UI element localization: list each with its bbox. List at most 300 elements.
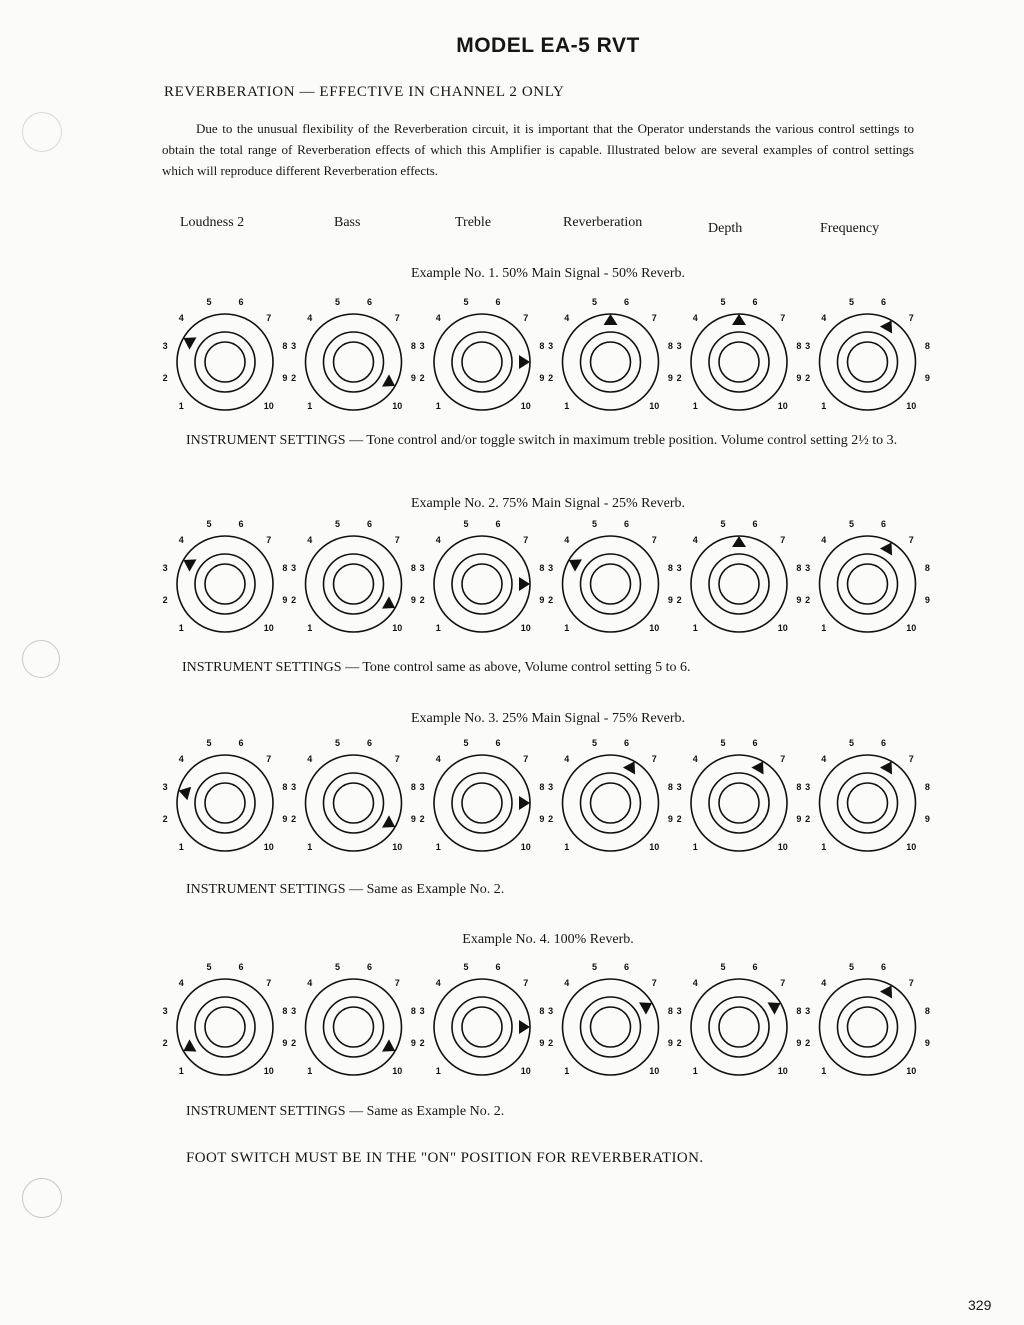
dial-number: 7: [266, 754, 272, 765]
dial-number: 7: [780, 535, 786, 546]
knob-inner-ring: [591, 783, 631, 823]
knob-inner-ring: [848, 1007, 888, 1047]
knob-pointer: [880, 320, 892, 333]
dial-number: 4: [307, 754, 313, 765]
control-knob: [420, 519, 545, 633]
control-knob: [548, 519, 673, 633]
dial-number: 9: [796, 595, 802, 605]
dial-number: 4: [435, 978, 441, 989]
control-knob: [291, 962, 416, 1076]
dial-number: 3: [548, 1006, 554, 1016]
page-number: 329: [968, 1297, 992, 1313]
dial-number: 6: [238, 297, 244, 308]
dial-number: 2: [419, 595, 425, 605]
knob-middle-ring: [452, 773, 512, 833]
dial-number: 8: [410, 341, 416, 351]
dial-number: 4: [821, 978, 827, 989]
control-knob: [548, 297, 673, 411]
dial-number: 7: [908, 754, 914, 765]
dial-number: 3: [162, 341, 168, 351]
knob-row: [160, 514, 940, 654]
dial-number: 4: [435, 535, 441, 546]
control-knob: [805, 297, 930, 411]
control-knob: [548, 962, 673, 1076]
page-title: MODEL EA-5 RVT: [456, 34, 640, 57]
dial-number: 3: [676, 1006, 682, 1016]
knob-middle-ring: [452, 554, 512, 614]
knob-pointer: [179, 787, 192, 801]
dial-number: 6: [366, 297, 373, 308]
dial-number: 10: [392, 400, 403, 411]
dial-number: 4: [692, 313, 698, 324]
dial-number: 5: [463, 738, 469, 749]
control-knob: [163, 962, 288, 1076]
dial-number: 6: [495, 738, 501, 749]
knob-middle-ring: [195, 773, 255, 833]
control-knob: [548, 738, 673, 852]
dial-number: 2: [291, 1038, 297, 1048]
dial-number: 8: [924, 341, 930, 351]
dial-number: 1: [178, 1065, 184, 1076]
knob-outer-ring: [306, 979, 402, 1075]
control-knob: [163, 738, 288, 852]
control-knob: [420, 297, 545, 411]
dial-number: 4: [692, 754, 698, 765]
knob-pointer: [768, 1002, 781, 1014]
knob-pointer: [183, 337, 196, 349]
dial-number: 4: [692, 978, 698, 989]
dial-number: 4: [307, 313, 313, 324]
knob-outer-ring: [177, 536, 273, 632]
knob-pointer: [623, 761, 635, 774]
dial-number: 4: [178, 978, 184, 989]
knob-inner-ring: [205, 1007, 245, 1047]
dial-number: 10: [906, 841, 917, 852]
dial-number: 5: [334, 738, 341, 749]
dial-number: 1: [307, 400, 313, 411]
dial-number: 2: [805, 814, 811, 824]
dial-number: 2: [548, 1038, 554, 1048]
dial-number: 10: [263, 1065, 274, 1076]
knob-pointer: [183, 1039, 196, 1051]
dial-number: 10: [649, 841, 660, 852]
dial-number: 3: [291, 341, 297, 351]
knob-inner-ring: [719, 564, 759, 604]
dial-number: 5: [206, 962, 212, 973]
knob-inner-ring: [719, 1007, 759, 1047]
control-knob: [163, 519, 288, 633]
dial-number: 1: [821, 841, 827, 852]
dial-number: 4: [564, 535, 570, 546]
dial-number: 8: [539, 563, 545, 573]
dial-number: 2: [676, 595, 682, 605]
control-label-depth: Depth: [708, 221, 743, 236]
dial-number: 7: [908, 535, 914, 546]
dial-number: 9: [410, 595, 416, 605]
foot-switch-note: FOOT SWITCH MUST BE IN THE "ON" POSITION FOR REVERBERATION.: [186, 1150, 704, 1166]
control-label-treble: Treble: [455, 215, 492, 230]
control-knob: [291, 297, 416, 411]
dial-number: 10: [777, 622, 788, 633]
dial-number: 7: [523, 313, 529, 324]
knob-outer-ring: [306, 536, 402, 632]
dial-number: 1: [307, 1065, 313, 1076]
example-title: Example No. 1. 50% Main Signal - 50% Reverb.: [410, 266, 686, 281]
dial-number: 2: [162, 1038, 168, 1048]
dial-number: 7: [394, 978, 400, 989]
dial-number: 7: [780, 313, 786, 324]
knob-inner-ring: [719, 342, 759, 382]
dial-number: 6: [880, 519, 887, 530]
dial-number: 1: [692, 400, 698, 411]
dial-number: 10: [263, 400, 274, 411]
dial-number: 4: [564, 313, 570, 324]
knob-middle-ring: [838, 997, 898, 1057]
dial-number: 1: [435, 622, 441, 633]
knob-outer-ring: [434, 979, 530, 1075]
knob-inner-ring: [334, 1007, 374, 1047]
dial-number: 9: [539, 373, 545, 383]
dial-number: 3: [676, 563, 682, 573]
dial-number: 3: [162, 1006, 168, 1016]
dial-number: 9: [796, 814, 802, 824]
dial-number: 5: [463, 962, 469, 973]
knob-outer-ring: [691, 536, 787, 632]
dial-number: 7: [780, 978, 786, 989]
dial-number: 3: [419, 563, 425, 573]
dial-number: 3: [805, 341, 811, 351]
dial-number: 5: [206, 297, 212, 308]
knob-pointer: [382, 374, 395, 386]
dial-number: 10: [263, 622, 274, 633]
dial-number: 8: [410, 782, 416, 792]
dial-number: 6: [366, 962, 373, 973]
knob-middle-ring: [195, 332, 255, 392]
dial-number: 9: [924, 814, 930, 824]
control-knob: [163, 297, 288, 411]
knob-outer-ring: [434, 536, 530, 632]
control-knob: [677, 519, 802, 633]
dial-number: 4: [435, 754, 441, 765]
knob-middle-ring: [581, 773, 641, 833]
knob-outer-ring: [434, 755, 530, 851]
dial-number: 2: [676, 1038, 682, 1048]
knob-middle-ring: [452, 997, 512, 1057]
knob-inner-ring: [848, 783, 888, 823]
knob-pointer: [519, 577, 530, 591]
instrument-settings: INSTRUMENT SETTINGS — Tone control and/or toggle switch in maximum treble position. Volume control setting 2½ to 3.: [186, 433, 898, 448]
dial-number: 7: [266, 535, 272, 546]
dial-number: 6: [495, 297, 501, 308]
dial-number: 4: [564, 978, 570, 989]
dial-number: 3: [548, 782, 554, 792]
dial-number: 10: [649, 400, 660, 411]
dial-number: 5: [591, 962, 598, 973]
dial-number: 5: [334, 519, 341, 530]
dial-number: 10: [520, 622, 531, 633]
knob-inner-ring: [591, 564, 631, 604]
knob-inner-ring: [591, 1007, 631, 1047]
dial-number: 9: [924, 595, 930, 605]
dial-number: 8: [539, 341, 545, 351]
section-heading: REVERBERATION — EFFECTIVE IN CHANNEL 2 ONLY: [164, 84, 565, 100]
dial-number: 8: [667, 1006, 673, 1016]
dial-number: 5: [720, 519, 726, 530]
dial-number: 1: [435, 1065, 441, 1076]
dial-number: 5: [334, 962, 341, 973]
dial-number: 2: [805, 595, 811, 605]
dial-number: 1: [692, 841, 698, 852]
dial-number: 8: [539, 782, 545, 792]
dial-number: 2: [548, 595, 554, 605]
knob-outer-ring: [820, 755, 916, 851]
dial-number: 2: [548, 814, 554, 824]
dial-number: 10: [520, 400, 531, 411]
dial-number: 9: [282, 595, 288, 605]
dial-number: 10: [263, 841, 274, 852]
dial-number: 6: [880, 738, 887, 749]
dial-number: 3: [676, 341, 682, 351]
dial-number: 6: [752, 738, 758, 749]
dial-number: 2: [676, 373, 682, 383]
dial-number: 1: [564, 841, 570, 852]
dial-number: 1: [692, 622, 698, 633]
knob-pointer: [519, 796, 530, 810]
knob-middle-ring: [324, 773, 384, 833]
knob-middle-ring: [709, 332, 769, 392]
control-knob: [677, 738, 802, 852]
dial-number: 1: [564, 1065, 570, 1076]
dial-number: 9: [410, 814, 416, 824]
dial-number: 10: [906, 400, 917, 411]
dial-number: 10: [392, 622, 403, 633]
knob-outer-ring: [177, 755, 273, 851]
dial-number: 6: [495, 519, 501, 530]
dial-number: 2: [805, 1038, 811, 1048]
dial-number: 10: [649, 1065, 660, 1076]
dial-number: 4: [178, 313, 184, 324]
dial-number: 6: [495, 962, 501, 973]
punch-hole-middle: [22, 640, 60, 678]
dial-number: 7: [523, 978, 529, 989]
dial-number: 10: [777, 1065, 788, 1076]
dial-number: 3: [548, 341, 554, 351]
dial-number: 5: [848, 962, 855, 973]
knob-pointer: [732, 536, 746, 547]
example-title: Example No. 3. 25% Main Signal - 75% Reverb.: [410, 711, 686, 726]
dial-number: 9: [924, 373, 930, 383]
knob-pointer: [880, 985, 892, 998]
dial-number: 1: [564, 622, 570, 633]
dial-number: 8: [796, 563, 802, 573]
dial-number: 10: [777, 400, 788, 411]
control-label-bass: Bass: [334, 215, 361, 230]
knob-inner-ring: [719, 783, 759, 823]
knob-inner-ring: [334, 342, 374, 382]
dial-number: 3: [676, 782, 682, 792]
dial-number: 5: [591, 297, 598, 308]
knob-outer-ring: [177, 979, 273, 1075]
knob-middle-ring: [709, 554, 769, 614]
control-label-loudness: Loudness 2: [180, 215, 245, 230]
dial-number: 9: [924, 1038, 930, 1048]
dial-number: 7: [651, 978, 657, 989]
dial-number: 8: [924, 782, 930, 792]
dial-number: 9: [667, 814, 673, 824]
dial-number: 3: [291, 1006, 297, 1016]
dial-number: 5: [848, 738, 855, 749]
knob-inner-ring: [462, 783, 502, 823]
knob-outer-ring: [434, 314, 530, 410]
knob-middle-ring: [709, 997, 769, 1057]
dial-number: 5: [848, 297, 855, 308]
instrument-settings: INSTRUMENT SETTINGS — Tone control same as above, Volume control setting 5 to 6.: [182, 660, 691, 675]
dial-number: 8: [796, 341, 802, 351]
dial-number: 5: [720, 962, 726, 973]
dial-number: 4: [178, 754, 184, 765]
dial-number: 2: [162, 814, 168, 824]
example-title: Example No. 2. 75% Main Signal - 25% Reverb.: [410, 496, 686, 511]
knob-inner-ring: [591, 342, 631, 382]
knob-pointer: [569, 559, 582, 571]
dial-number: 8: [282, 1006, 288, 1016]
knob-middle-ring: [324, 554, 384, 614]
dial-number: 1: [821, 400, 827, 411]
knob-pointer: [382, 596, 395, 608]
dial-number: 5: [591, 738, 598, 749]
dial-number: 1: [435, 400, 441, 411]
dial-number: 6: [752, 519, 758, 530]
dial-number: 7: [908, 313, 914, 324]
dial-number: 5: [463, 519, 469, 530]
dial-number: 3: [419, 341, 425, 351]
knob-outer-ring: [563, 755, 659, 851]
dial-number: 9: [282, 373, 288, 383]
intro-paragraph: [162, 118, 914, 181]
dial-number: 1: [178, 400, 184, 411]
dial-number: 5: [848, 519, 855, 530]
knob-middle-ring: [452, 332, 512, 392]
dial-number: 7: [651, 313, 657, 324]
control-knob: [805, 519, 930, 633]
dial-number: 8: [924, 1006, 930, 1016]
dial-number: 7: [651, 535, 657, 546]
dial-number: 3: [805, 563, 811, 573]
punch-hole-bottom: [22, 1178, 62, 1218]
knob-pointer: [183, 559, 196, 571]
dial-number: 9: [410, 1038, 416, 1048]
dial-number: 7: [394, 535, 400, 546]
knob-inner-ring: [334, 783, 374, 823]
knob-middle-ring: [709, 773, 769, 833]
dial-number: 6: [623, 738, 630, 749]
dial-number: 7: [523, 535, 529, 546]
dial-number: 9: [539, 814, 545, 824]
dial-number: 2: [162, 373, 168, 383]
example-title: Example No. 4. 100% Reverb.: [462, 932, 634, 947]
dial-number: 3: [419, 1006, 425, 1016]
knob-pointer: [604, 314, 618, 325]
dial-number: 7: [780, 754, 786, 765]
dial-number: 8: [539, 1006, 545, 1016]
knob-middle-ring: [581, 332, 641, 392]
dial-number: 1: [564, 400, 570, 411]
punch-hole-top: [22, 112, 62, 152]
dial-number: 3: [805, 1006, 811, 1016]
knob-row: [160, 292, 940, 432]
dial-number: 3: [805, 782, 811, 792]
knob-pointer: [880, 542, 892, 555]
dial-number: 7: [266, 978, 272, 989]
dial-number: 1: [178, 622, 184, 633]
dial-number: 7: [394, 754, 400, 765]
knob-outer-ring: [820, 314, 916, 410]
knob-outer-ring: [177, 314, 273, 410]
knob-pointer: [639, 1002, 652, 1014]
knob-outer-ring: [563, 314, 659, 410]
dial-number: 10: [392, 841, 403, 852]
knob-outer-ring: [691, 979, 787, 1075]
knob-middle-ring: [581, 997, 641, 1057]
control-labels: [0, 215, 1024, 239]
knob-middle-ring: [581, 554, 641, 614]
dial-number: 3: [291, 563, 297, 573]
knob-outer-ring: [563, 979, 659, 1075]
knob-inner-ring: [205, 783, 245, 823]
dial-number: 9: [410, 373, 416, 383]
dial-number: 5: [463, 297, 469, 308]
dial-number: 2: [291, 595, 297, 605]
dial-number: 8: [282, 341, 288, 351]
dial-number: 4: [307, 978, 313, 989]
knob-middle-ring: [324, 997, 384, 1057]
dial-number: 6: [752, 297, 758, 308]
dial-number: 8: [667, 341, 673, 351]
dial-number: 1: [307, 841, 313, 852]
knob-outer-ring: [306, 755, 402, 851]
knob-pointer: [382, 815, 395, 827]
knob-inner-ring: [848, 342, 888, 382]
knob-outer-ring: [691, 755, 787, 851]
dial-number: 6: [238, 738, 244, 749]
dial-number: 4: [307, 535, 313, 546]
knob-pointer: [751, 761, 763, 774]
dial-number: 1: [178, 841, 184, 852]
dial-number: 2: [676, 814, 682, 824]
dial-number: 7: [266, 313, 272, 324]
knob-inner-ring: [462, 342, 502, 382]
dial-number: 1: [821, 1065, 827, 1076]
knob-middle-ring: [838, 773, 898, 833]
dial-number: 2: [419, 373, 425, 383]
dial-number: 9: [282, 814, 288, 824]
control-knob: [805, 738, 930, 852]
dial-number: 9: [667, 1038, 673, 1048]
knob-inner-ring: [848, 564, 888, 604]
dial-number: 10: [906, 1065, 917, 1076]
knob-row: [160, 733, 940, 873]
knob-outer-ring: [563, 536, 659, 632]
knob-middle-ring: [838, 332, 898, 392]
dial-number: 1: [821, 622, 827, 633]
dial-number: 6: [880, 962, 887, 973]
control-label-frequency: Frequency: [820, 221, 880, 236]
control-knob: [677, 962, 802, 1076]
dial-number: 4: [564, 754, 570, 765]
knob-pointer: [732, 314, 746, 325]
dial-number: 4: [821, 313, 827, 324]
control-knob: [291, 519, 416, 633]
